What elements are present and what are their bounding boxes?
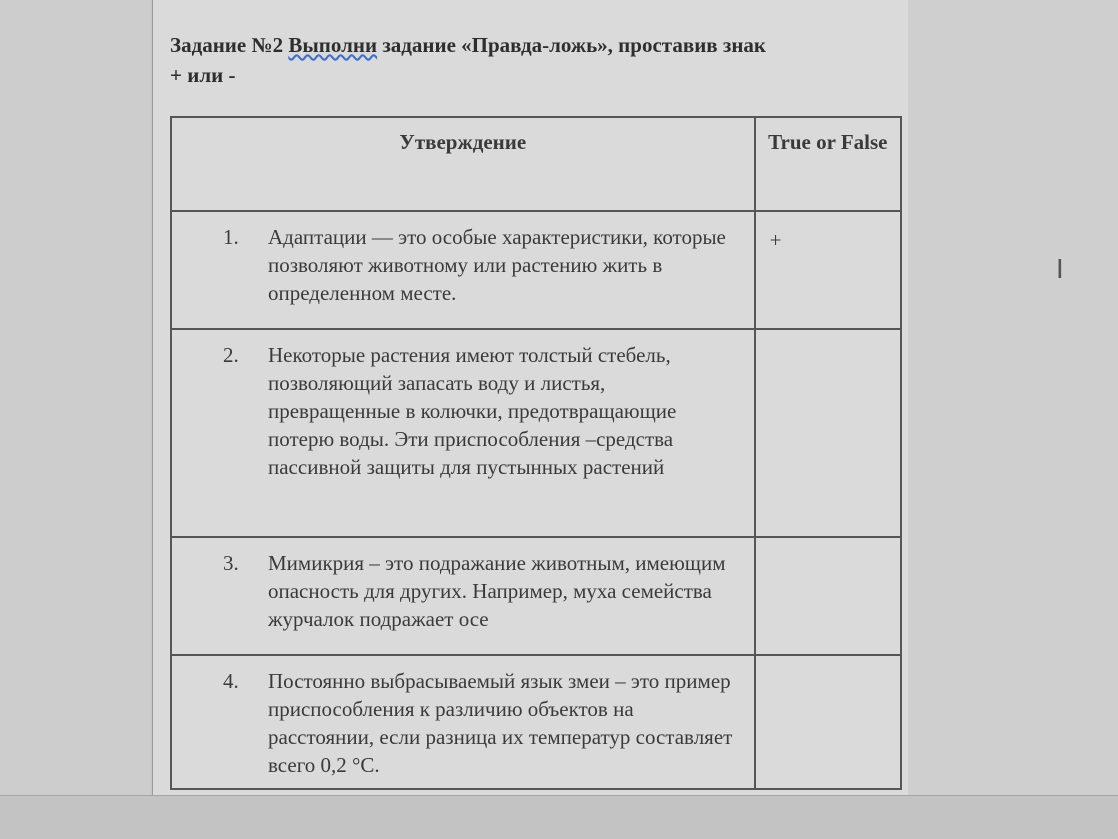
statement-text: Адаптации — это особые характеристики, которые позволяют животному или растению жить в определенном месте. <box>268 225 726 305</box>
row-number: 3. <box>223 551 239 575</box>
answer-cell[interactable] <box>755 655 901 789</box>
statement-cell[interactable] <box>171 655 755 789</box>
answer-cell[interactable] <box>755 537 901 655</box>
table-row <box>171 537 901 655</box>
row-number: 1. <box>223 225 239 249</box>
table-row <box>171 655 901 789</box>
row-number: 4. <box>223 669 239 693</box>
task-title <box>170 30 910 90</box>
statement-text: Постоянно выбрасываемый язык змеи – это пример приспособления к различию объектов на расстоянии, если разница их температур составляет всего 0,2 °С. <box>268 669 733 777</box>
answer-cell[interactable] <box>755 329 901 537</box>
true-false-table <box>170 116 902 790</box>
task-title-rest: задание «Правда-ложь», проставив знак <box>377 33 767 57</box>
table-header-row <box>171 117 901 211</box>
left-margin <box>0 0 150 838</box>
bottom-page-edge <box>0 795 1118 839</box>
task-title-prefix: Задание №2 <box>170 33 289 57</box>
task-title-line2: + или - <box>170 63 236 87</box>
header-true-false: True or False <box>755 117 901 211</box>
statement-cell[interactable] <box>171 329 755 537</box>
table-row <box>171 329 901 537</box>
statement-text: Некоторые растения имеют толстый стебель, позволяющий запасать воду и листья, превращенные в колючки, предотвращающие потерю воды. Эти приспособления –средства пассивной защиты для пустынных растений <box>268 343 677 479</box>
table-row <box>171 211 901 329</box>
task-title-underlined-word: Выполни <box>288 33 378 57</box>
right-margin <box>908 0 1118 838</box>
statement-cell[interactable] <box>171 211 755 329</box>
row-number: 2. <box>223 343 239 367</box>
statement-text: Мимикрия – это подражание животным, имеющим опасность для других. Например, муха семейства журчалок подражает осе <box>268 551 726 631</box>
text-cursor-icon: I <box>1056 255 1064 285</box>
answer-cell[interactable]: + <box>755 211 901 329</box>
statement-cell[interactable] <box>171 537 755 655</box>
header-statement: Утверждение <box>171 117 755 211</box>
